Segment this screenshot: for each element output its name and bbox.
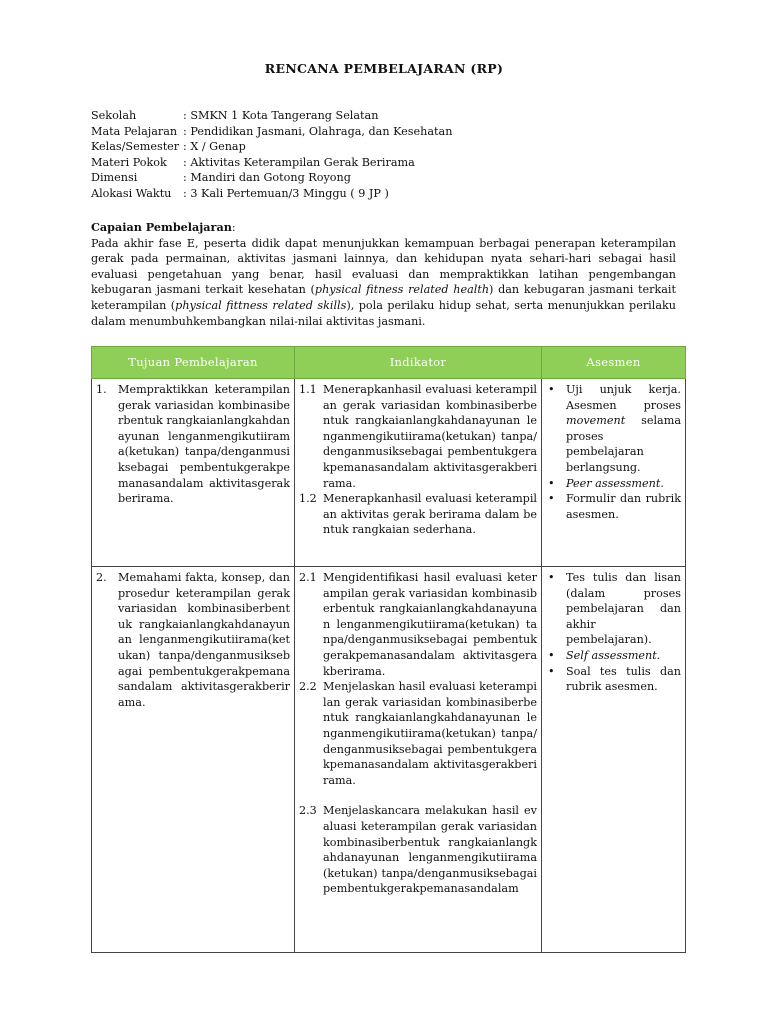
tujuan-item	[96, 382, 290, 507]
meta-value: : Aktivitas Keterampilan Gerak Berirama	[183, 155, 415, 169]
capaian-paragraph	[91, 236, 676, 330]
learning-objectives-table	[91, 346, 686, 953]
meta-row-sekolah	[91, 108, 691, 124]
indikator-item	[299, 570, 537, 679]
meta-label: Mata Pelajaran	[91, 124, 178, 138]
meta-value: : 3 Kali Pertemuan/3 Minggu ( 9 JP )	[183, 186, 389, 200]
indikator-text: Menjelaskancara melakukan hasil evaluasi keterampilan gerak variasidan kombinasiberbentuk rangkaianlangkahdanayunan lenganmengikutiirama(ketukan) tanpa/denganmusiksebagai pembentukgerakpemanasandalam	[323, 804, 537, 896]
meta-row-materi-pokok	[91, 155, 691, 171]
indikator-cell	[295, 379, 542, 567]
indikator-number: 1.1	[299, 383, 317, 396]
table-row	[92, 567, 686, 953]
capaian-text-3: ), pola perilaku hidup sehat, serta menunjukkan perilaku dalam menumbuhkembangkan nilai-nilai aktivitas jasmani.	[91, 298, 676, 328]
bullet-icon: •	[548, 492, 555, 506]
bullet-icon: •	[548, 648, 555, 662]
indikator-text: Menjelaskan hasil evaluasi keterampilan gerak variasidan kombinasiberbentuk rangkaianlangkahdanayunan lenganmengikutiirama(ketukan) tanpa/denganmusiksebagai pembentukgerakpemanasandalam aktivitasgerakberirama.	[323, 680, 537, 787]
bullet-icon: •	[548, 476, 555, 490]
indikator-number: 2.3	[299, 804, 317, 818]
meta-label: Dimensi	[91, 171, 138, 185]
tujuan-text: Mempraktikkan keterampilan gerak variasidan kombinasiberbentuk rangkaianlangkahdanayunan lenganmengikutiirama(ketukan) tanpa/denganmusiksebagai pembentukgerakpemanasandalam aktivitasgerakberirama.	[118, 383, 290, 506]
bullet-icon: •	[548, 664, 555, 678]
indikator-number: 2.1	[299, 571, 317, 584]
header-asesmen: Asesmen	[542, 347, 686, 379]
indikator-text: Mengidentifikasi hasil evaluasi keterampilan gerak variasidan kombinasiberbentuk rangkaianlangkahdanayunan lenganmengikutiirama(ketukan) tanpa/denganmusiksebagai pembentukgerakpemanasandalam aktivitasgerakberirama.	[323, 571, 537, 678]
header-tujuan: Tujuan Pembelajaran	[92, 347, 295, 379]
indikator-number: 2.2	[299, 680, 317, 694]
meta-row-dimensi	[91, 170, 691, 186]
table-row	[92, 379, 686, 567]
table-header-row	[92, 347, 686, 379]
meta-row-mata-pelajaran	[91, 124, 691, 140]
capaian-heading-colon: :	[231, 221, 236, 234]
meta-value: : Pendidikan Jasmani, Olahraga, dan Kesehatan	[183, 124, 453, 138]
indikator-item	[299, 803, 537, 897]
indikator-item	[299, 679, 537, 788]
asesmen-item: • Self assessment.	[548, 648, 661, 662]
asesmen-item: • Soal tes tulis dan rubrik asesmen.	[548, 664, 681, 694]
capaian-italic-2: physical fittness related skills	[175, 298, 347, 312]
capaian-heading: Capaian Pembelajaran	[91, 220, 232, 234]
meta-value: : X / Genap	[183, 140, 246, 154]
capaian-heading-line	[91, 220, 676, 236]
meta-row-kelas-semester	[91, 139, 691, 155]
tujuan-cell	[92, 567, 295, 953]
asesmen-item: • Tes tulis dan lisan (dalam proses pembelajaran dan akhir pembelajaran).	[548, 571, 681, 647]
indikator-cell-content	[299, 570, 537, 950]
capaian-italic-1: physical fitness related health	[314, 283, 490, 297]
header-indikator: Indikator	[295, 347, 542, 379]
capaian-text-2: ) dan kebugaran jasmani terkait keterampilan (	[91, 283, 676, 312]
tujuan-item	[96, 570, 290, 710]
tujuan-number: 1.	[96, 383, 107, 396]
tujuan-number: 2.	[96, 571, 107, 584]
tujuan-cell	[92, 379, 295, 567]
bullet-icon: •	[548, 383, 555, 396]
capaian-text-1: Pada akhir fase E, peserta didik dapat menunjukkan kemampuan berbagai penerapan keterampilan gerak pada permainan, aktivitas jasmani lainnya, dan kehidupan nyata sehari-hari sebagai hasil evaluasi pengetahuan yang benar, hasil evaluasi dan mempraktikkan latihan pengembangan kebugaran jasmani terkait kesehatan (	[91, 236, 676, 297]
asesmen-cell	[542, 567, 686, 953]
meta-label: Alokasi Waktu	[91, 186, 172, 200]
indikator-number: 1.2	[299, 492, 317, 506]
capaian-pembelajaran-section	[91, 220, 676, 329]
asesmen-item: • Peer assessment.	[548, 476, 664, 490]
indikator-text: Menerapkanhasil evaluasi keterampilan gerak variasidan kombinasiberbentuk rangkaianlangkahdanayunan lenganmengikutiirama(ketukan) tanpa/denganmusiksebagai pembentukgerakpemanasandalam aktivitasgerakberirama.	[323, 383, 537, 490]
tujuan-text: Memahami fakta, konsep, dan prosedur keterampilan gerak variasidan kombinasiberbentuk rangkaianlangkahdanayunan lenganmengikutiirama(ketukan) tanpa/denganmusiksebagai pembentukgerakpemanasandalam aktivitasgerakberirama.	[118, 571, 290, 709]
meta-value: : Mandiri dan Gotong Royong	[183, 171, 351, 185]
meta-value: : SMKN 1 Kota Tangerang Selatan	[183, 109, 379, 122]
meta-label: Kelas/Semester	[91, 140, 180, 154]
asesmen-item: • Formulir dan rubrik asesmen.	[548, 492, 681, 521]
indikator-item	[299, 491, 537, 538]
document-title: RENCANA PEMBELAJARAN (RP)	[264, 61, 504, 76]
asesmen-item: • Uji unjuk kerja. Asesmen proses movement selama proses pembelajaran berlangsung.	[548, 383, 681, 474]
identity-block	[91, 108, 691, 202]
meta-row-alokasi-waktu	[91, 186, 691, 202]
asesmen-cell	[542, 379, 686, 567]
indikator-item	[299, 382, 537, 491]
meta-label: Materi Pokok	[91, 155, 167, 169]
bullet-icon: •	[548, 571, 555, 584]
indikator-cell	[295, 567, 542, 953]
meta-label: Sekolah	[91, 109, 137, 122]
indikator-text: Menerapkanhasil evaluasi keterampilan aktivitas gerak berirama dalam bentuk rangkaian sederhana.	[323, 492, 537, 537]
